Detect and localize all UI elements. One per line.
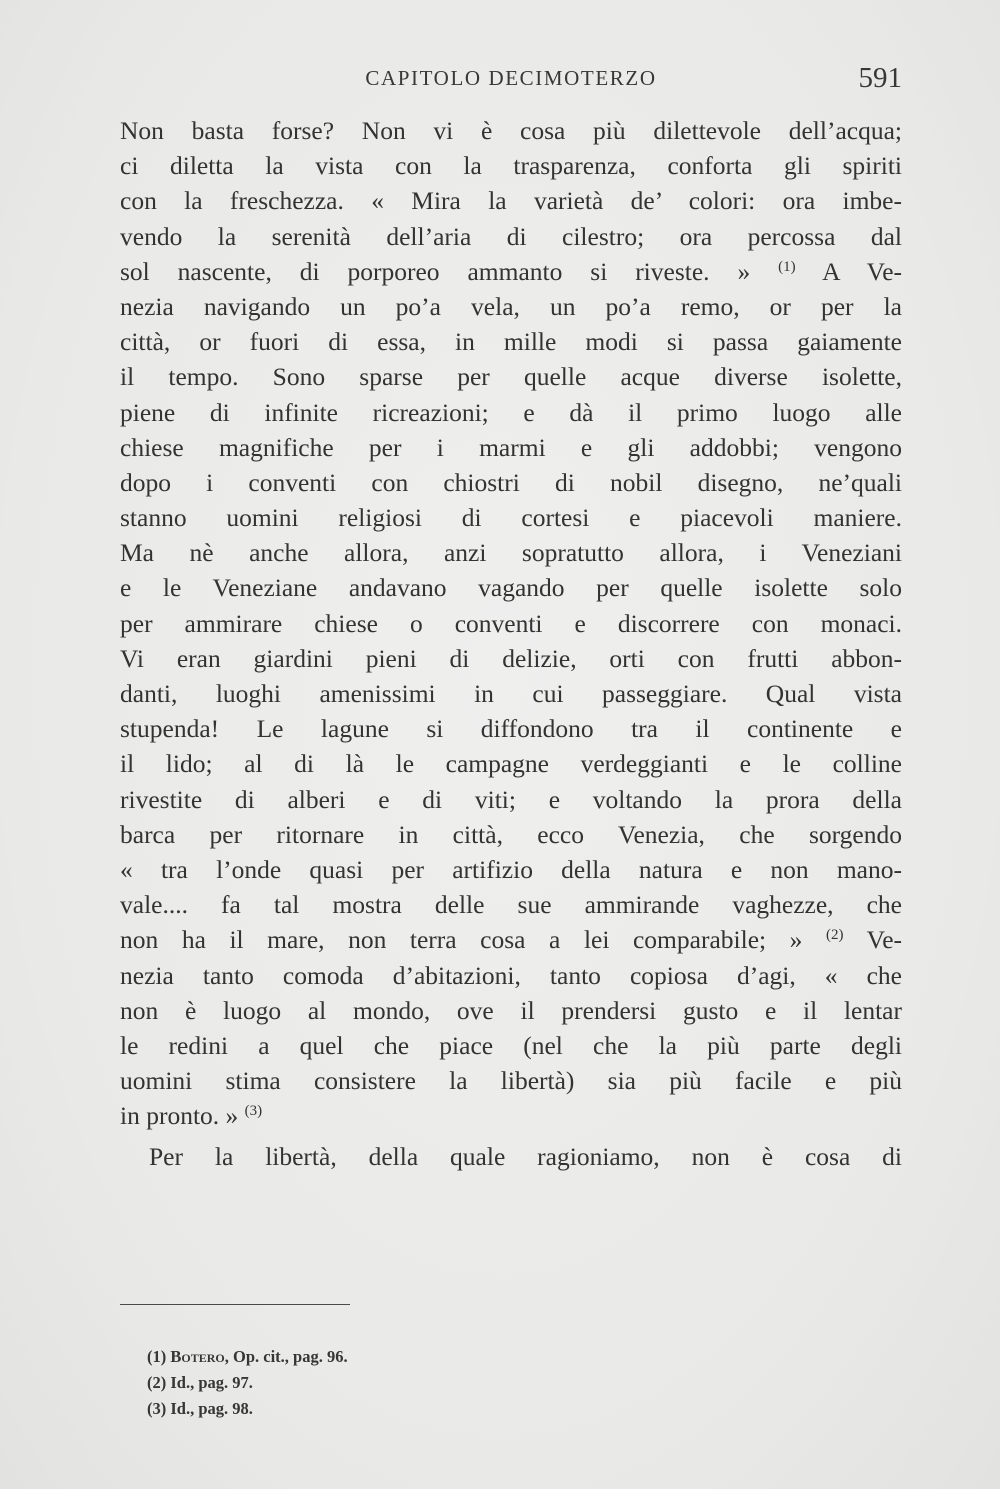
running-head — [120, 62, 902, 98]
text-line: per ammirare chiese o conventi e discorrere con monaci. — [120, 608, 902, 638]
footnote-1 — [147, 1344, 647, 1370]
footnote-author: Botero — [170, 1347, 225, 1366]
text-line: nezia tanto comoda d’abitazioni, tanto copiosa d’agi, « che — [120, 960, 902, 990]
footnote-mark: (3) — [147, 1399, 167, 1418]
text-line: città, or fuori di essa, in mille modi si passa gaiamente — [120, 327, 902, 357]
text-line — [120, 1098, 902, 1133]
text-line: Per la libertà, della quale ragioniamo, non è cosa di — [149, 1142, 902, 1172]
text-line: chiese magnifiche per i marmi e gli addobbi; vengono — [120, 432, 902, 462]
footnotes — [147, 1344, 647, 1422]
text-line: uomini stima consistere la libertà) sia più facile e più — [120, 1066, 902, 1096]
text-line: non è luogo al mondo, ove il prendersi gusto e il lentar — [120, 995, 902, 1025]
text-line: e le Veneziane andavano vagando per quelle isolette solo — [120, 573, 902, 603]
text-line-part: non ha il mare, non terra cosa a lei comparabile; » — [120, 925, 803, 955]
text-line — [120, 254, 902, 289]
text-line: vendo la serenità dell’aria di cilestro; ora percossa dal — [120, 221, 902, 251]
footnote-ref-3: (3) — [244, 1103, 263, 1120]
text-line — [120, 922, 902, 957]
text-line: nezia navigando un po’a vela, un po’a remo, or per la — [120, 291, 902, 321]
text-line-part: A Ve- — [795, 256, 903, 286]
footnote-3 — [147, 1396, 647, 1422]
text-line: piene di infinite ricreazioni; e dà il primo luogo alle — [120, 397, 902, 427]
text-line: Non basta forse? Non vi è cosa più dilettevole dell’acqua; — [120, 116, 902, 145]
footnote-separator — [120, 1304, 350, 1305]
page-number: 591 — [858, 62, 902, 94]
text-line: « tra l’onde quasi per artifizio della natura e non mano- — [120, 854, 902, 884]
text-line-part: Ve- — [843, 925, 903, 955]
text-line: il lido; al di là le campagne verdeggianti e le colline — [120, 749, 902, 779]
text-line: il tempo. Sono sparse per quelle acque diverse isolette, — [120, 362, 902, 392]
body-text — [120, 113, 902, 1175]
text-line: stanno uomini religiosi di cortesi e piacevoli maniere. — [120, 503, 902, 533]
text-line: rivestite di alberi e di viti; e voltando la prora della — [120, 784, 902, 814]
text-line: vale.... fa tal mostra delle sue ammirande vaghezze, che — [120, 890, 902, 920]
text-line: Ma nè anche allora, anzi sopratutto allora, i Veneziani — [120, 538, 902, 568]
text-line-part: in pronto. » — [120, 1101, 239, 1131]
footnote-text: , Op. cit., pag. 96. — [224, 1347, 348, 1366]
text-line: barca per ritornare in città, ecco Venezia, che sorgendo — [120, 819, 902, 849]
text-line: dopo i conventi con chiostri di nobil disegno, ne’quali — [120, 467, 902, 497]
footnote-text: Id., pag. 97. — [166, 1373, 253, 1392]
footnote-2 — [147, 1370, 647, 1396]
footnote-ref-1: (1) — [778, 258, 796, 275]
text-line: con la freschezza. « Mira la varietà de’ colori: ora imbe- — [120, 186, 902, 216]
footnote-ref-2: (2) — [826, 927, 844, 944]
text-line: ci diletta la vista con la trasparenza, conforta gli spiriti — [120, 151, 902, 181]
text-line: le redini a quel che piace (nel che la più parte degli — [120, 1030, 902, 1060]
text-line: danti, luoghi amenissimi in cui passeggiare. Qual vista — [120, 679, 902, 708]
footnote-text: Id., pag. 98. — [166, 1399, 253, 1418]
running-title: CAPITOLO DECIMOTERZO — [365, 66, 657, 90]
footnote-mark: (2) — [147, 1373, 167, 1392]
text-line: Vi eran giardini pieni di delizie, orti con frutti abbon- — [120, 643, 902, 673]
footnote-mark: (1) — [147, 1347, 167, 1366]
text-line-part: sol nascente, di porporeo ammanto si riveste. » — [120, 256, 751, 286]
text-line: stupenda! Le lagune si diffondono tra il continente e — [120, 714, 902, 744]
